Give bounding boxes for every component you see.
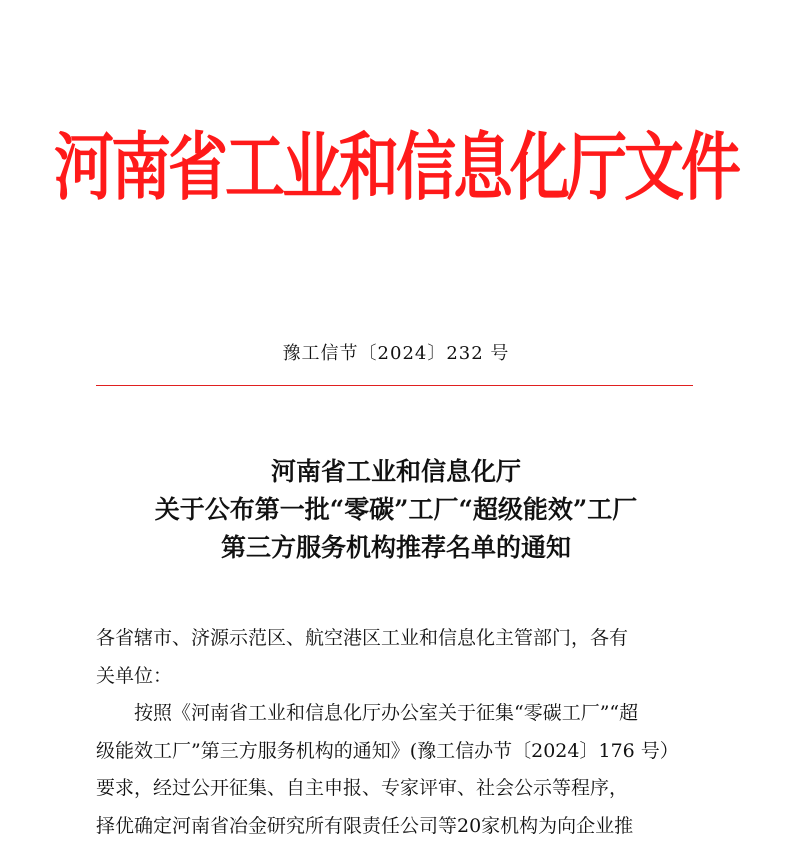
notice-title [0,453,792,567]
title-line-3: 第三方服务机构推荐名单的通知 [220,533,571,562]
notice-body [96,620,698,845]
paragraph-line-2: 级能效工厂”第三方服务机构的通知》(豫工信办节〔2024〕176 号） [96,739,679,762]
paragraph-line-1: 按照《河南省工业和信息化厅办公室关于征集“零碳工厂”“超 [134,702,639,724]
red-divider-line [96,385,693,386]
title-line-1: 河南省工业和信息化厅 [270,457,521,486]
document-number: 豫工信节〔2024〕232 号 [282,343,510,364]
document-masthead: 河南省工业和信息化厅文件 [54,125,738,211]
paragraph-line-3: 要求，经过公开征集、自主申报、专家评审、社会公示等程序， [96,777,629,799]
addressee-line-2: 关单位： [96,664,173,687]
paragraph-line-4: 择优确定河南省冶金研究所有限责任公司等20家机构为向企业推 [96,814,634,837]
title-line-2: 关于公布第一批“零碳”工厂“超级能效”工厂 [154,495,638,524]
addressee-line-1: 各省辖市、济源示范区、航空港区工业和信息化主管部门，各有 [96,627,629,649]
